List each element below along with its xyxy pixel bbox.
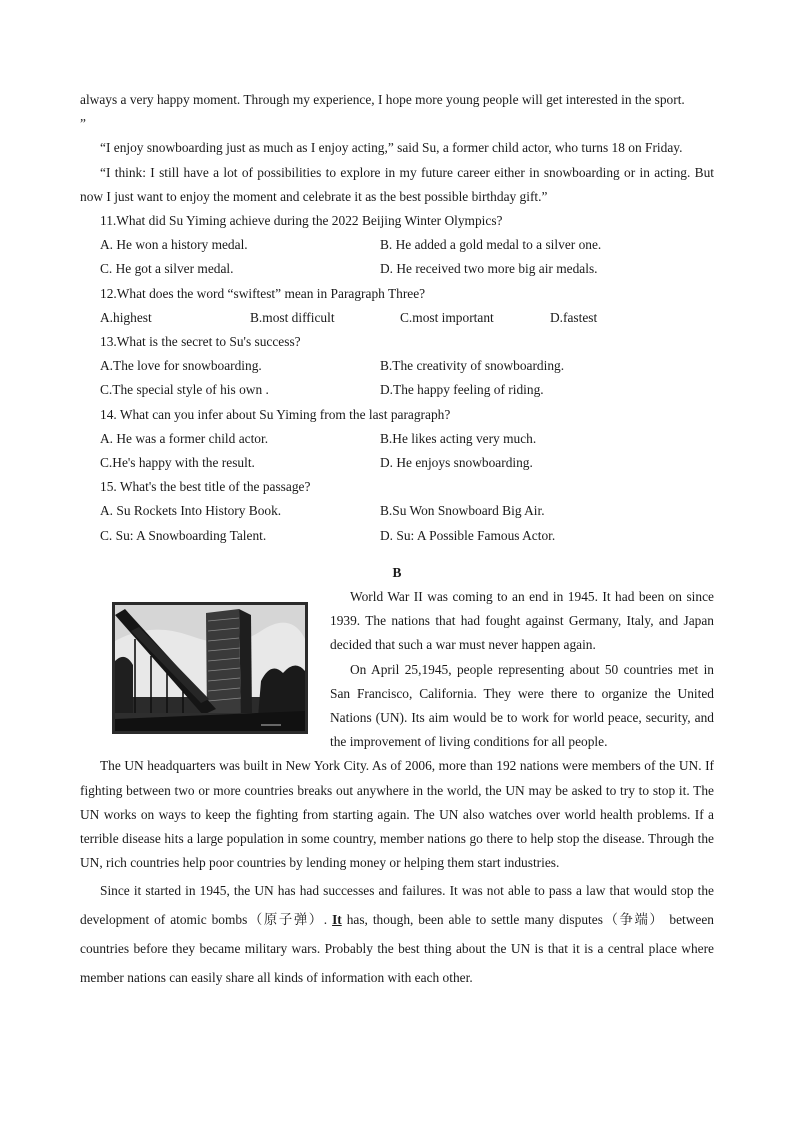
un-headquarters-photo — [111, 601, 309, 735]
option-a: A. He won a history medal. — [100, 237, 248, 253]
passage-b-paragraph-2: On April 25,1945, people representing about 50 countries met in San Francisco, California. They were there to organize the United Nations (UN). Its aim would be to work for world peace, security, and the improvement of living conditions for all people. — [330, 661, 714, 750]
option-c: C.The special style of his own . — [100, 382, 269, 398]
option-b: B.most difficult — [250, 309, 335, 325]
section-b-title: B — [392, 564, 402, 580]
question-11-options — [80, 233, 714, 257]
question-14-stem: 14. What can you infer about Su Yiming from the last paragraph? — [100, 406, 451, 422]
option-d: D. Su: A Possible Famous Actor. — [380, 527, 556, 543]
question-11-options — [80, 257, 714, 281]
passage-a-paragraph: “I enjoy snowboarding just as much as I enjoy acting,” said Su, a former child actor, who turns 18 on Friday. — [100, 140, 683, 156]
question-12-options — [80, 306, 714, 330]
paragraph-4-text: Since it started in 1945, the UN has had successes and failures. It was not able to pass a law that would stop the development of atomic bombs（原子弹）. — [80, 882, 714, 927]
passage-a-line: always a very happy moment. Through my experience, I hope more young people will get interested in the sport. — [80, 92, 685, 107]
question-12-stem: 12.What does the word “swiftest” mean in Paragraph Three? — [100, 285, 426, 301]
option-d: D.The happy feeling of riding. — [380, 382, 544, 398]
option-a: A. He was a former child actor. — [100, 430, 269, 446]
question-14-options — [80, 451, 714, 475]
option-a: A.The love for snowboarding. — [100, 358, 262, 374]
question-13-options — [80, 378, 714, 402]
question-15-stem: 15. What's the best title of the passage? — [100, 479, 311, 495]
option-d: D.fastest — [550, 309, 598, 325]
underlined-word-it: It — [332, 911, 342, 927]
question-15-options — [80, 524, 714, 548]
passage-b-paragraph-1: World War II was coming to an end in 1945. It had been on since 1939. The nations that had fought against Germany, Italy, and Japan decided that such a war must never happen again. — [330, 589, 714, 653]
option-b: B.The creativity of snowboarding. — [380, 358, 565, 374]
passage-a-closing-quote: ” — [80, 116, 86, 132]
document-page — [80, 88, 714, 992]
option-a: A. Su Rockets Into History Book. — [100, 503, 282, 519]
passage-b-paragraph-4 — [80, 876, 714, 992]
question-13-stem: 13.What is the secret to Su's success? — [100, 334, 301, 350]
option-c: C. He got a silver medal. — [100, 261, 234, 277]
option-a: A.highest — [100, 309, 152, 325]
question-15-options — [80, 499, 714, 523]
paragraph-4-text: has, though, been able to settle many disputes（争端） — [341, 911, 665, 927]
question-11-stem: 11.What did Su Yiming achieve during the 2022 Beijing Winter Olympics? — [100, 213, 503, 229]
option-b: B.He likes acting very much. — [380, 430, 537, 446]
option-d: D. He enjoys snowboarding. — [380, 455, 533, 471]
option-d: D. He received two more big air medals. — [380, 261, 598, 277]
option-b: B. He added a gold medal to a silver one. — [380, 237, 602, 253]
paragraph-4-text: between countries before they became military wars. Probably the best thing about the UN is that it is a central place where member nations can easily share all kinds of information with each other. — [80, 911, 714, 985]
question-13-options — [80, 354, 714, 378]
option-c: C.He's happy with the result. — [100, 455, 255, 471]
passage-b-paragraph-3: The UN headquarters was built in New York City. As of 2006, more than 192 nations were members of the UN. If fighting between two or more countries breaks out anywhere in the world, the UN may be asked to try to stop it. The UN works on ways to keep the fighting from starting again. The UN also watches over world health problems. If a terrible disease hits a large population in some country, member nations go there to help stop the disease. Through the UN, rich countries help poor countries by lending money or helping them start industries. — [80, 758, 714, 871]
option-b: B.Su Won Snowboard Big Air. — [380, 503, 545, 519]
passage-a-paragraph: “I think: I still have a lot of possibilities to explore in my future career either in snowboarding or in acting. But now I just want to enjoy the moment and celebrate it as the best possible birthday gift.” — [80, 164, 714, 204]
question-14-options — [80, 427, 714, 451]
option-c: C. Su: A Snowboarding Talent. — [100, 527, 267, 543]
option-c: C.most important — [400, 309, 494, 325]
